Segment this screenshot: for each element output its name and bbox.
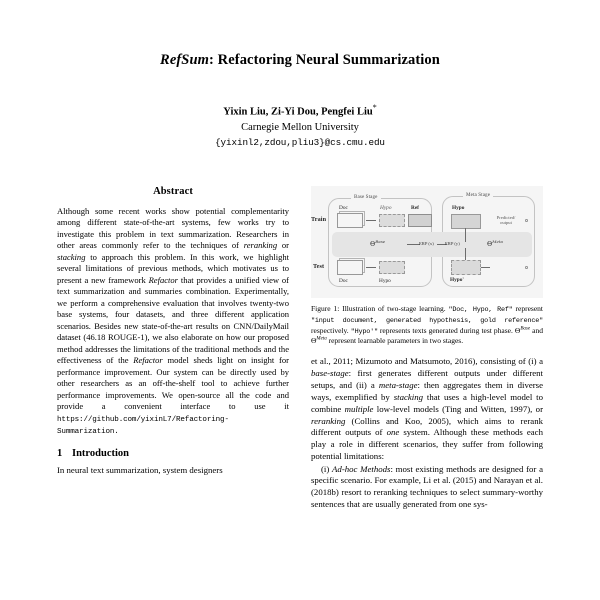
rc-seg-7: system. Although these methods each play a role in different scenarios, they suffer from following potential limitations: (311, 427, 543, 462)
rc2-term-adhoc: Ad-hoc Methods (332, 463, 391, 474)
rc2-seg-2: : most existing methods are designed for a specific scenario. For example, Li et al. (2015) and Narayan et al. (2018b) resort to reranking techniques to select summary-worthy sentences that are usually generated from one sys- (311, 463, 543, 510)
section-title: Introduction (72, 448, 129, 460)
arrow-hypo-prime-out (481, 267, 490, 268)
fig-cap-seg-2: represent (512, 304, 543, 313)
ref-box-train (408, 214, 432, 227)
caption-hypo-prime-meta: Hypo' (450, 277, 464, 283)
figure-1 (311, 186, 543, 346)
fig-cap-seg-4: represents texts generated during test phase. Θ (377, 325, 521, 335)
rc-term-base-stage: base-stage (311, 368, 349, 379)
caption-hypo-test: Hypo (379, 278, 391, 284)
title-block (0, 0, 600, 148)
fig-cap-sup-base: Base (520, 326, 531, 332)
rc-seg-4: that uses a high-level model to combine (311, 391, 543, 414)
fig-cap-quote-1: "Doc, Hypo, Ref" (448, 306, 513, 314)
abstract-seg-1: Although some recent works show potential complementarity among different state-of-the-art systems, few works try to investigate this problem in text summarization. Researchers in other areas commonly refer to the techniques of (57, 206, 289, 251)
arrow-doc-to-hypo-test (366, 267, 376, 268)
author-list (0, 103, 600, 120)
theta-meta-glyph: Θ (487, 240, 493, 249)
row-label-train: Train (311, 216, 327, 223)
rc-seg-6: (Collins and Koo, 2005), which aims to rerank different outputs of (311, 415, 543, 438)
section-number: 1 (57, 448, 63, 460)
page-title (0, 52, 600, 69)
abstract-term-stacking: stacking (57, 251, 86, 262)
rc-seg-5: low-level models (Ting and Witten, 1997), or (373, 403, 543, 414)
rc-seg-3: : then aggregates them in diverse ways, exemplified by (311, 379, 543, 402)
abstract-seg-5: model sheds light on insight for performance improvement. Our system can be directly used by other researchers as an off-the-shelf tool to achieve further performance improvements. We open-source all the code and provide a convenient interface to use it (57, 355, 289, 412)
rc-term-meta-stage: meta-stage (378, 379, 418, 390)
theta-base-superscript: Base (375, 239, 386, 244)
theta-meta-superscript: Meta (492, 239, 503, 244)
author-footnote-marker: * (372, 103, 377, 113)
theta-meta-symbol (487, 239, 503, 248)
abstract-term-refactor: Refactor (148, 274, 178, 285)
abstract-seg-2: or (277, 240, 289, 251)
abstract-paragraph (57, 206, 289, 437)
rc-seg-2: : first generates different outputs under different setups, and (ii) a (311, 368, 543, 390)
abstract-body (57, 206, 289, 437)
hypo-prime-box-meta (451, 260, 481, 275)
abstract-repo-url[interactable]: https://github.com/yixinL7/Refactoring-Summarization. (57, 415, 229, 436)
abstract-heading: Abstract (153, 186, 193, 197)
meta-stage-title: Meta Stage (463, 192, 493, 198)
base-stage-title: Base Stage (351, 194, 381, 200)
doc-box-test (337, 260, 363, 275)
body-columns (0, 186, 600, 600)
fig-cap-quote-3: "Hypo'" (350, 327, 378, 336)
section-heading-introduction (57, 448, 289, 459)
caption-hypo-train: Hypo (380, 205, 392, 211)
fig-cap-seg-5: and Θ (311, 325, 543, 346)
caption-doc-test: Doc (339, 278, 348, 284)
title-rest-part: : Refactoring Neural Summarization (209, 52, 440, 68)
fig-cap-seg-6: represent learnable parameters in two stages. (326, 336, 464, 346)
affiliation: Carnegie Mellon University (241, 122, 359, 134)
fig-cap-sup-meta: Meta (316, 336, 327, 342)
hypo-box-train (379, 214, 405, 227)
right-column-body (311, 356, 543, 511)
abstract-seg-4: that provides a unified view of text summarization and summaries combination. Experimentally, we perform a comprehensive evaluation that involves twenty-two base systems, four datasets, and three different application scenarios. Besides new state-of-the-art results on CNN/DailyMail dataset (46.18 ROUGE-1), we also elaborate on how our proposed method addresses the limitations of the traditional methods and the effectiveness of the (57, 274, 289, 366)
figure-1-caption (311, 304, 543, 346)
theta-base-symbol (370, 239, 385, 248)
rc-term-stacking: stacking (393, 391, 424, 402)
introduction-paragraph: In neural text summarization, system designers (57, 465, 223, 476)
contact-email: {yixinl2,zdou,pliu3}@cs.cmu.edu (215, 137, 385, 149)
caption-hypo-meta: Hypo (452, 205, 465, 211)
left-column (57, 186, 289, 600)
introduction-body (57, 465, 289, 477)
figure-1-diagram (311, 186, 543, 298)
connector-meta-top (465, 228, 466, 242)
caption-predicted-output: Predicted/ output (496, 215, 516, 226)
abstract-term-refactor-2: Refactor (133, 355, 163, 366)
right-column (311, 186, 543, 600)
hypo-box-test (379, 261, 405, 274)
right-paragraph-1 (311, 356, 543, 463)
rc-term-one: one (386, 427, 400, 438)
output-dot-test (525, 266, 528, 269)
hypo-box-meta (451, 214, 481, 229)
figure-body-gap (311, 346, 543, 356)
fig-cap-seg-3: respectively. (311, 325, 351, 335)
rc-term-reranking: reranking (311, 415, 346, 426)
abstract-term-reranking: reranking (243, 240, 278, 251)
rc-seg-1: et al., 2011; Mizumoto and Matsumoto, 2016), consisting of (i) a (311, 356, 543, 367)
title-italic-part: RefSum (160, 52, 209, 68)
row-label-test: Test (313, 263, 325, 270)
rc2-seg-1: (i) (321, 463, 333, 474)
caption-doc-train: Doc (339, 205, 348, 211)
caption-ref-train: Ref (411, 205, 419, 211)
rc-term-multiple: multiple (344, 403, 374, 414)
output-dot-train (525, 219, 528, 222)
erp-x-label: ERP (x) (419, 241, 434, 246)
author-names: Yixin Liu, Zi-Yi Dou, Pengfei Liu (223, 106, 373, 118)
arrow-doc-to-hypo-train (366, 220, 376, 221)
fig-cap-quote-2: "input document, generated hypothesis, gold reference" (311, 316, 543, 325)
erp-y-label: ERP (y) (445, 241, 460, 246)
fig-cap-seg-1: Figure 1: Illustration of two-stage learning. (311, 304, 449, 313)
connector-meta-bottom (465, 248, 466, 260)
theta-base-glyph: Θ (370, 240, 376, 249)
abstract-seg-3: to approach this problem. In this work, we highlight several limitations of previous methods, which motivates us to present a new framework (57, 251, 289, 285)
right-paragraph-2 (311, 464, 543, 512)
doc-box-train (337, 213, 363, 228)
